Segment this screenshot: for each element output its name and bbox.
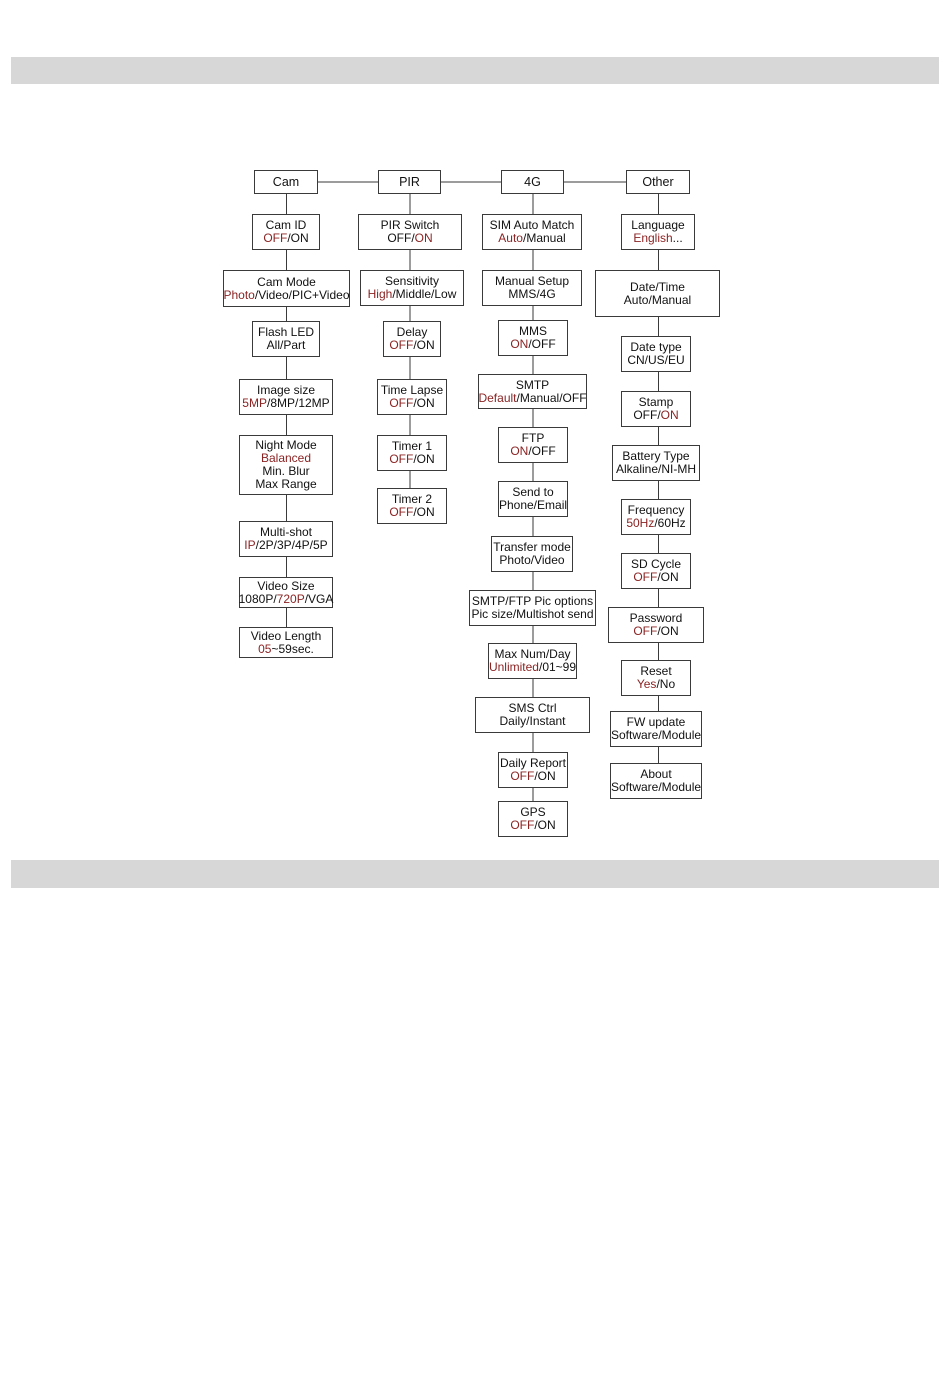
node-date-type-line <box>627 354 684 367</box>
node-send-to-line <box>499 499 567 512</box>
option-text: Photo/Video <box>499 553 565 567</box>
option-text: SMTP <box>515 377 550 392</box>
node-video-size <box>239 577 333 608</box>
node-time-lapse <box>377 379 447 415</box>
option-text: SMS Ctrl <box>508 701 557 715</box>
node-night-mode-line <box>255 478 316 491</box>
header-other <box>626 170 690 194</box>
option-text: 1080P/ <box>238 591 277 606</box>
option-text: All/Part <box>266 338 306 352</box>
node-manual-setup-line <box>508 288 555 301</box>
node-gps-line <box>510 819 555 832</box>
node-sd-cycle-line <box>633 571 678 584</box>
node-password <box>608 607 704 643</box>
node-language-line <box>633 232 682 245</box>
node-smtp <box>478 374 587 409</box>
node-sim-auto-match <box>482 214 582 250</box>
node-ftp-line <box>510 445 555 458</box>
option-text: /Manual <box>522 231 566 245</box>
node-reset-line <box>637 678 675 691</box>
node-video-length <box>239 627 333 658</box>
option-text: /ON <box>534 769 556 783</box>
option-text: Reset <box>640 664 672 678</box>
option-text: Pic size/Multishot send <box>471 607 594 621</box>
node-battery-type <box>612 445 700 481</box>
default-value-text: OFF <box>510 818 535 832</box>
option-text: OFF/ <box>633 408 661 422</box>
node-sms-ctrl-line <box>499 715 565 728</box>
option-text: /60Hz <box>654 516 686 530</box>
option-text: FW update <box>626 715 686 729</box>
node-transfer-mode <box>491 536 573 572</box>
option-text: Alkaline/NI-MH <box>615 462 696 476</box>
option-text: Sensitivity <box>384 274 440 288</box>
default-value-text: OFF <box>389 452 414 466</box>
option-text: /ON <box>413 338 435 352</box>
option-text: GPS <box>520 805 546 819</box>
default-value-text: 05 <box>258 641 272 656</box>
node-cam-id-line <box>263 232 308 245</box>
node-sensitivity-line <box>368 288 457 301</box>
node-max-num-day <box>488 643 577 679</box>
option-text: ... <box>672 231 683 245</box>
node-daily-report <box>498 752 568 788</box>
default-value-text: IP <box>244 538 256 552</box>
option-text: /8MP/12MP <box>266 396 330 410</box>
default-value-text: ON <box>414 231 433 245</box>
option-text: Timer 2 <box>391 492 433 506</box>
node-password-line <box>633 625 678 638</box>
option-text: Frequency <box>627 503 685 517</box>
option-text: /Middle/Low <box>392 287 457 301</box>
header-pir-label: PIR <box>399 174 420 189</box>
option-text: Night Mode <box>255 438 317 452</box>
node-transfer-mode-line <box>499 554 564 567</box>
option-text: Delay <box>396 325 428 339</box>
option-text: /No <box>656 677 676 691</box>
option-text: Video Length <box>250 628 322 643</box>
option-text: SMTP/FTP Pic options <box>471 594 594 608</box>
node-sd-cycle <box>621 553 691 589</box>
option-text: Min. Blur <box>262 464 310 478</box>
option-text: MMS/4G <box>508 287 556 301</box>
option-text: Video Size <box>257 578 315 593</box>
option-text: MMS <box>519 324 547 338</box>
node-mms <box>498 320 568 356</box>
option-text: Password <box>629 611 683 625</box>
node-time-lapse-line <box>389 397 434 410</box>
default-value-text: Unlimited <box>488 660 539 674</box>
node-delay-line <box>389 339 434 352</box>
node-cam-mode <box>223 270 350 307</box>
default-value-text: OFF <box>389 338 414 352</box>
option-text: /VGA <box>304 591 334 606</box>
default-value-text: ON <box>660 408 679 422</box>
option-text: Max Num/Day <box>494 647 571 661</box>
header-4g <box>501 170 564 194</box>
option-text: ~59sec. <box>271 641 314 656</box>
node-battery-type-line <box>616 463 696 476</box>
option-text: Daily/Instant <box>499 714 566 728</box>
option-text: /01~99 <box>538 660 577 674</box>
option-text: Language <box>631 218 685 232</box>
option-text: /OFF <box>528 337 556 351</box>
node-timer-1 <box>377 435 447 471</box>
node-fw-update-line <box>611 729 701 742</box>
option-text: Date/Time <box>630 279 685 294</box>
default-value-text: Default <box>478 390 517 405</box>
node-stamp-line <box>633 409 678 422</box>
node-mms-line <box>510 338 555 351</box>
default-value-text: OFF <box>633 624 658 638</box>
option-text: /OFF <box>528 444 556 458</box>
node-smtp-ftp-pic-options-line <box>471 608 593 621</box>
option-text: /ON <box>657 570 679 584</box>
option-text: CN/US/EU <box>627 353 685 367</box>
option-text: Max Range <box>255 477 317 491</box>
node-cam-mode-line <box>224 289 350 302</box>
node-date-time <box>595 270 720 317</box>
option-text: About <box>640 767 672 781</box>
node-frequency-line <box>626 517 685 530</box>
node-pir-switch-line <box>387 232 432 245</box>
default-value-text: OFF <box>633 570 658 584</box>
node-max-num-day-line <box>489 661 576 674</box>
node-frequency <box>621 499 691 535</box>
node-timer-2-line <box>389 506 434 519</box>
node-night-mode <box>239 435 333 495</box>
header-cam <box>254 170 318 194</box>
node-pir-switch <box>358 214 462 250</box>
node-send-to <box>498 481 568 517</box>
node-image-size-line <box>242 397 329 410</box>
option-text: Cam ID <box>265 218 307 232</box>
option-text: OFF/ <box>387 231 415 245</box>
node-timer-2 <box>377 488 447 524</box>
option-text: /Video/PIC+Video <box>254 287 350 302</box>
node-manual-setup <box>482 270 582 306</box>
option-text: PIR Switch <box>380 218 440 232</box>
option-text: /ON <box>413 396 435 410</box>
option-text: /2P/3P/4P/5P <box>255 538 328 552</box>
default-value-text: 720P <box>276 591 305 606</box>
node-about <box>610 763 702 799</box>
default-value-text: OFF <box>510 769 535 783</box>
node-smtp-line <box>478 392 586 405</box>
node-sim-auto-match-line <box>498 232 565 245</box>
default-value-text: High <box>367 287 393 301</box>
node-language <box>621 214 695 250</box>
option-text: /ON <box>413 505 435 519</box>
option-text: Daily Report <box>499 756 567 770</box>
option-text: Timer 1 <box>391 439 433 453</box>
node-about-line <box>611 781 701 794</box>
default-value-text: 5MP <box>242 396 267 410</box>
node-date-type <box>621 336 691 372</box>
header-pir <box>378 170 441 194</box>
node-daily-report-line <box>510 770 555 783</box>
header-other-label: Other <box>642 174 674 189</box>
default-value-text: Auto <box>498 231 523 245</box>
node-date-time-line <box>624 294 691 307</box>
option-text: Image size <box>256 383 316 397</box>
node-multi-shot-line <box>244 539 327 552</box>
node-video-size-line <box>239 593 334 606</box>
node-smtp-ftp-pic-options <box>469 590 596 626</box>
option-text: Battery Type <box>622 449 690 463</box>
option-text: Send to <box>512 485 554 499</box>
option-text: /ON <box>413 452 435 466</box>
option-text: /ON <box>287 231 309 245</box>
option-text: /ON <box>534 818 556 832</box>
default-value-text: Photo <box>223 287 255 302</box>
header-cam-label: Cam <box>272 174 300 189</box>
option-text: Software/Module <box>610 728 702 742</box>
node-stamp <box>621 391 691 427</box>
node-delay <box>383 321 441 357</box>
option-text: Date type <box>630 340 682 354</box>
option-text: Stamp <box>638 395 674 409</box>
option-text: SD Cycle <box>630 557 681 571</box>
node-cam-id <box>252 214 320 250</box>
option-text: Time Lapse <box>380 383 444 397</box>
option-text: Flash LED <box>257 325 315 339</box>
option-text: /Manual/OFF <box>516 390 587 405</box>
default-value-text: OFF <box>263 231 288 245</box>
node-gps <box>498 801 568 837</box>
option-text: SIM Auto Match <box>489 218 575 232</box>
default-value-text: English <box>633 231 673 245</box>
option-text: Multi-shot <box>259 525 312 539</box>
default-value-text: ON <box>510 337 529 351</box>
option-text: Manual Setup <box>494 274 570 288</box>
node-ftp <box>498 427 568 463</box>
option-text: /ON <box>657 624 679 638</box>
default-value-text: Yes <box>636 677 657 691</box>
header-4g-label: 4G <box>524 174 541 189</box>
node-image-size <box>239 379 333 415</box>
option-text: Cam Mode <box>257 274 316 289</box>
option-text: FTP <box>521 431 545 445</box>
default-value-text: OFF <box>389 505 414 519</box>
node-fw-update <box>610 711 702 747</box>
node-flash-led <box>252 321 320 357</box>
option-text: Auto/Manual <box>623 292 692 307</box>
node-timer-1-line <box>389 453 434 466</box>
node-sensitivity <box>360 270 464 306</box>
node-video-length-line <box>258 643 314 656</box>
default-value-text: 50Hz <box>626 516 655 530</box>
default-value-text: ON <box>510 444 529 458</box>
default-value-text: OFF <box>389 396 414 410</box>
default-value-text: Balanced <box>260 451 312 465</box>
option-text: Transfer mode <box>493 540 571 554</box>
node-multi-shot <box>239 521 333 557</box>
node-flash-led-line <box>267 339 306 352</box>
option-text: Software/Module <box>610 780 702 794</box>
node-reset <box>621 660 691 696</box>
option-text: Phone/Email <box>498 498 568 512</box>
node-sms-ctrl <box>475 697 590 733</box>
